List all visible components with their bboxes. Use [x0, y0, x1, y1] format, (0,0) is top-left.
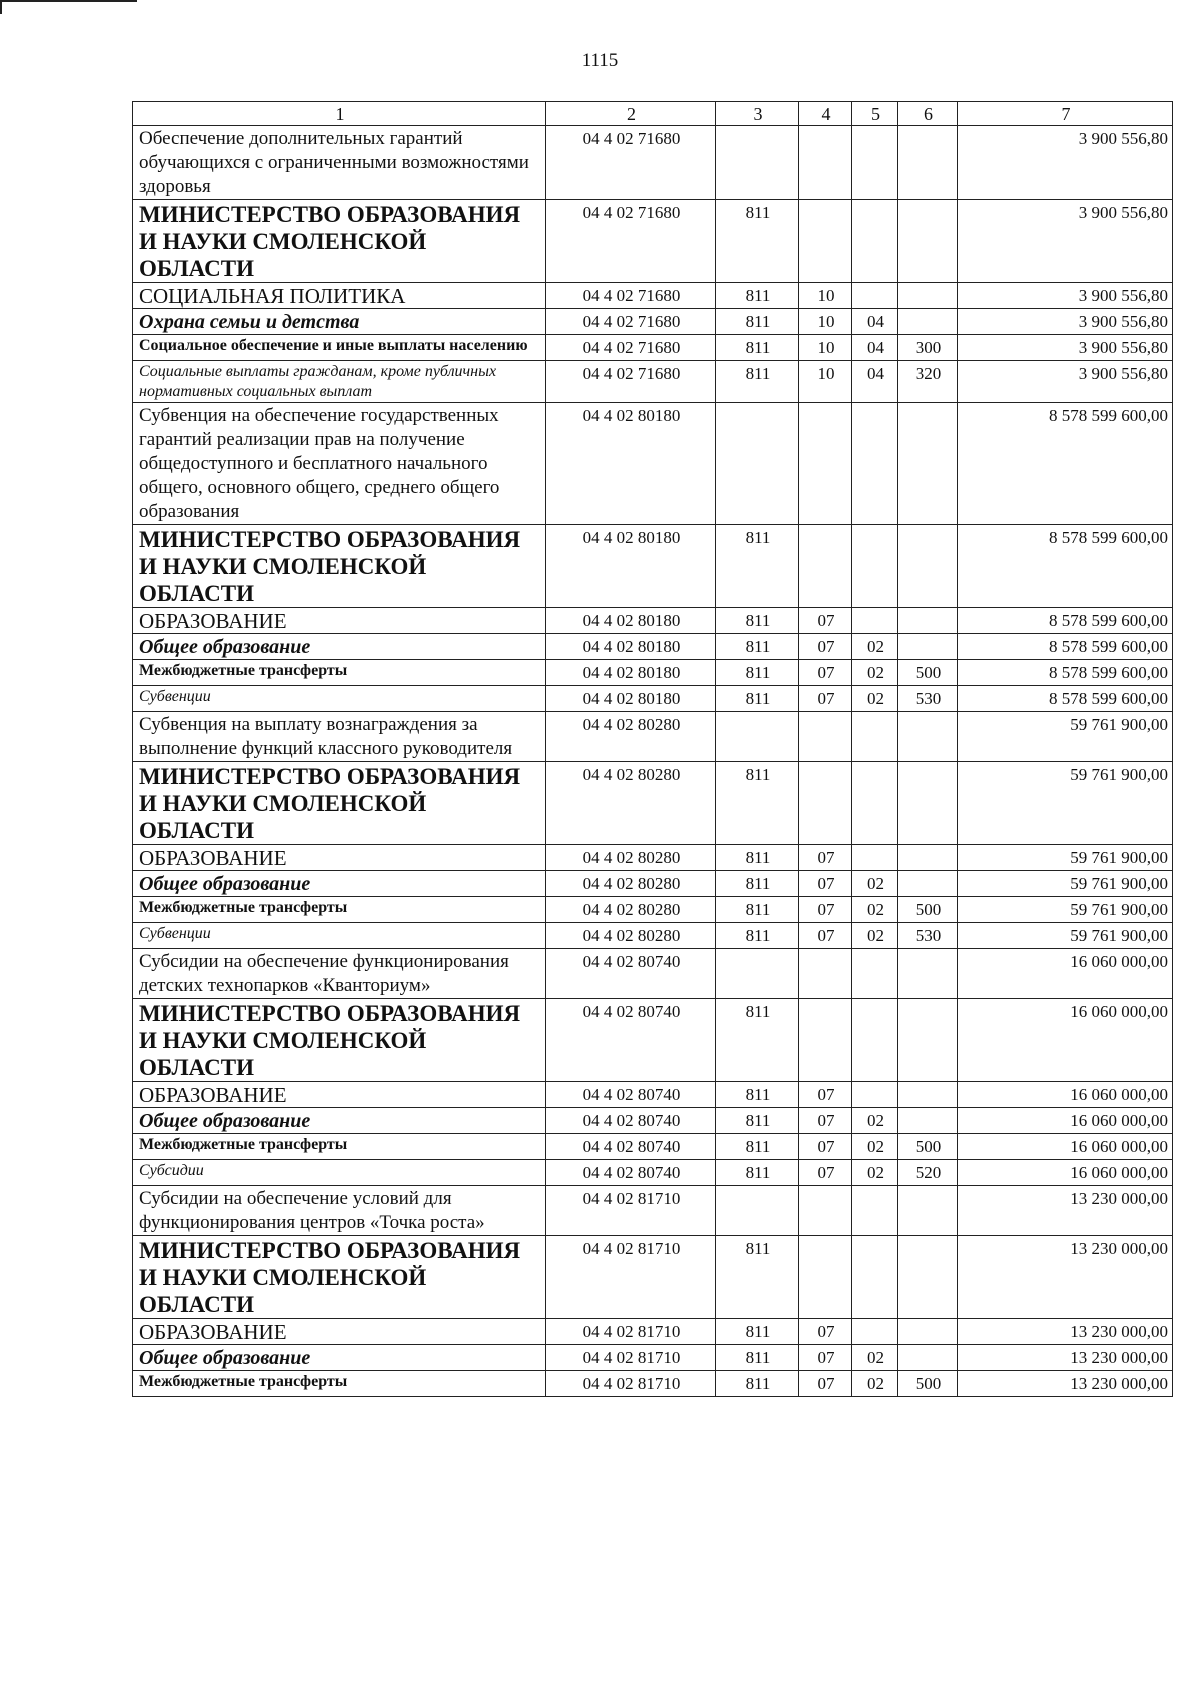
row-name: Общее образование [133, 1108, 546, 1134]
table-row [133, 525, 1173, 608]
row-target-code: 04 4 02 71680 [546, 361, 716, 403]
table-row [133, 634, 1173, 660]
row-ministry-code [716, 403, 799, 525]
row-section-code: 07 [799, 897, 852, 923]
row-amount: 13 230 000,00 [958, 1186, 1173, 1236]
row-name: Межбюджетные трансферты [133, 897, 546, 923]
row-section-code: 07 [799, 634, 852, 660]
row-section-code: 07 [799, 1082, 852, 1108]
row-expense-type [898, 712, 958, 762]
row-expense-type [898, 634, 958, 660]
row-target-code: 04 4 02 80740 [546, 1108, 716, 1134]
budget-table [132, 101, 1173, 1397]
row-subsection-code: 02 [852, 686, 898, 712]
row-target-code: 04 4 02 80280 [546, 762, 716, 845]
row-section-code: 10 [799, 335, 852, 361]
row-subsection-code [852, 200, 898, 283]
table-row [133, 999, 1173, 1082]
row-expense-type [898, 525, 958, 608]
row-subsection-code: 02 [852, 1345, 898, 1371]
row-ministry-code: 811 [716, 608, 799, 634]
row-ministry-code: 811 [716, 1371, 799, 1397]
row-name: Субвенции [133, 923, 546, 949]
row-name: Обеспечение дополнительных гарантий обучающихся с ограниченными возможностями здоровья [133, 126, 546, 200]
row-name: Межбюджетные трансферты [133, 1371, 546, 1397]
row-name: МИНИСТЕРСТВО ОБРАЗОВАНИЯ И НАУКИ СМОЛЕНСКОЙ ОБЛАСТИ [133, 200, 546, 283]
row-name: Охрана семьи и детства [133, 309, 546, 335]
table-row [133, 283, 1173, 309]
row-name: Межбюджетные трансферты [133, 660, 546, 686]
table-row [133, 1236, 1173, 1319]
row-ministry-code: 811 [716, 999, 799, 1082]
row-target-code: 04 4 02 80280 [546, 845, 716, 871]
row-amount: 59 761 900,00 [958, 923, 1173, 949]
page-number: 1115 [581, 50, 619, 71]
row-subsection-code: 02 [852, 1371, 898, 1397]
row-target-code: 04 4 02 81710 [546, 1319, 716, 1345]
row-name: Межбюджетные трансферты [133, 1134, 546, 1160]
row-expense-type [898, 1236, 958, 1319]
row-name: Общее образование [133, 871, 546, 897]
row-target-code: 04 4 02 80180 [546, 634, 716, 660]
row-target-code: 04 4 02 71680 [546, 200, 716, 283]
row-ministry-code: 811 [716, 1319, 799, 1345]
row-section-code: 07 [799, 1134, 852, 1160]
row-ministry-code [716, 1186, 799, 1236]
row-amount: 3 900 556,80 [958, 200, 1173, 283]
row-subsection-code: 02 [852, 1160, 898, 1186]
row-section-code [799, 762, 852, 845]
row-section-code: 07 [799, 923, 852, 949]
row-expense-type: 500 [898, 1371, 958, 1397]
table-row [133, 1082, 1173, 1108]
row-target-code: 04 4 02 80180 [546, 686, 716, 712]
table-row [133, 762, 1173, 845]
table-row [133, 1345, 1173, 1371]
row-expense-type: 500 [898, 660, 958, 686]
row-expense-type [898, 949, 958, 999]
row-ministry-code: 811 [716, 686, 799, 712]
row-section-code [799, 403, 852, 525]
row-amount: 59 761 900,00 [958, 762, 1173, 845]
row-target-code: 04 4 02 80740 [546, 1134, 716, 1160]
row-amount: 16 060 000,00 [958, 1108, 1173, 1134]
row-ministry-code: 811 [716, 200, 799, 283]
table-row [133, 200, 1173, 283]
row-ministry-code: 811 [716, 1134, 799, 1160]
row-expense-type: 500 [898, 897, 958, 923]
row-expense-type [898, 200, 958, 283]
row-name: ОБРАЗОВАНИЕ [133, 1082, 546, 1108]
table-row [133, 1319, 1173, 1345]
row-expense-type: 300 [898, 335, 958, 361]
row-ministry-code: 811 [716, 762, 799, 845]
row-expense-type [898, 845, 958, 871]
header-cell: 3 [716, 102, 799, 126]
row-amount: 3 900 556,80 [958, 309, 1173, 335]
row-expense-type [898, 1345, 958, 1371]
row-target-code: 04 4 02 81710 [546, 1371, 716, 1397]
row-name: Социальные выплаты гражданам, кроме публичных нормативных социальных выплат [133, 361, 546, 403]
table-row [133, 712, 1173, 762]
row-expense-type [898, 309, 958, 335]
row-section-code [799, 949, 852, 999]
row-target-code: 04 4 02 80740 [546, 1082, 716, 1108]
row-name: МИНИСТЕРСТВО ОБРАЗОВАНИЯ И НАУКИ СМОЛЕНСКОЙ ОБЛАСТИ [133, 762, 546, 845]
row-amount: 13 230 000,00 [958, 1371, 1173, 1397]
row-section-code [799, 712, 852, 762]
row-subsection-code: 02 [852, 897, 898, 923]
row-subsection-code: 02 [852, 1108, 898, 1134]
row-section-code: 07 [799, 871, 852, 897]
row-expense-type [898, 1186, 958, 1236]
row-name: Общее образование [133, 634, 546, 660]
row-subsection-code [852, 949, 898, 999]
row-name: ОБРАЗОВАНИЕ [133, 845, 546, 871]
row-amount: 3 900 556,80 [958, 126, 1173, 200]
row-ministry-code: 811 [716, 897, 799, 923]
row-subsection-code [852, 1236, 898, 1319]
row-ministry-code [716, 126, 799, 200]
row-subsection-code [852, 1186, 898, 1236]
row-ministry-code: 811 [716, 525, 799, 608]
row-name: Субвенция на обеспечение государственных гарантий реализации прав на получение общедоступного и бесплатного начального общего, основного общего, среднего общего образования [133, 403, 546, 525]
row-amount: 16 060 000,00 [958, 949, 1173, 999]
row-subsection-code: 04 [852, 309, 898, 335]
table-row [133, 871, 1173, 897]
table-row [133, 923, 1173, 949]
row-target-code: 04 4 02 80280 [546, 923, 716, 949]
row-target-code: 04 4 02 80180 [546, 525, 716, 608]
row-name: Субвенции [133, 686, 546, 712]
row-subsection-code [852, 126, 898, 200]
table-row [133, 335, 1173, 361]
row-amount: 16 060 000,00 [958, 1082, 1173, 1108]
row-ministry-code [716, 712, 799, 762]
row-section-code [799, 126, 852, 200]
row-target-code: 04 4 02 80280 [546, 897, 716, 923]
row-name: МИНИСТЕРСТВО ОБРАЗОВАНИЯ И НАУКИ СМОЛЕНСКОЙ ОБЛАСТИ [133, 525, 546, 608]
row-ministry-code: 811 [716, 335, 799, 361]
table-row [133, 660, 1173, 686]
row-section-code [799, 999, 852, 1082]
row-amount: 8 578 599 600,00 [958, 608, 1173, 634]
header-row [133, 102, 1173, 126]
row-expense-type [898, 403, 958, 525]
row-section-code [799, 1186, 852, 1236]
row-target-code: 04 4 02 80740 [546, 999, 716, 1082]
row-amount: 59 761 900,00 [958, 712, 1173, 762]
row-amount: 16 060 000,00 [958, 1160, 1173, 1186]
row-ministry-code: 811 [716, 309, 799, 335]
row-subsection-code [852, 1319, 898, 1345]
row-subsection-code [852, 1082, 898, 1108]
row-section-code: 07 [799, 1345, 852, 1371]
row-ministry-code: 811 [716, 361, 799, 403]
row-amount: 13 230 000,00 [958, 1236, 1173, 1319]
row-subsection-code: 04 [852, 335, 898, 361]
row-section-code: 10 [799, 361, 852, 403]
row-subsection-code [852, 845, 898, 871]
row-subsection-code [852, 525, 898, 608]
row-expense-type: 320 [898, 361, 958, 403]
row-subsection-code: 02 [852, 923, 898, 949]
row-name: ОБРАЗОВАНИЕ [133, 608, 546, 634]
row-amount: 8 578 599 600,00 [958, 686, 1173, 712]
row-ministry-code: 811 [716, 660, 799, 686]
row-amount: 16 060 000,00 [958, 1134, 1173, 1160]
row-expense-type [898, 1082, 958, 1108]
header-cell: 6 [898, 102, 958, 126]
row-target-code: 04 4 02 80180 [546, 660, 716, 686]
row-section-code [799, 525, 852, 608]
row-section-code [799, 1236, 852, 1319]
header-cell: 1 [133, 102, 546, 126]
row-ministry-code [716, 949, 799, 999]
row-name: МИНИСТЕРСТВО ОБРАЗОВАНИЯ И НАУКИ СМОЛЕНСКОЙ ОБЛАСТИ [133, 999, 546, 1082]
row-target-code: 04 4 02 80180 [546, 403, 716, 525]
row-section-code [799, 200, 852, 283]
row-name: Субсидии на обеспечение функционирования детских технопарков «Кванториум» [133, 949, 546, 999]
row-expense-type [898, 608, 958, 634]
row-target-code: 04 4 02 81710 [546, 1236, 716, 1319]
row-name: ОБРАЗОВАНИЕ [133, 1319, 546, 1345]
table-row [133, 361, 1173, 403]
header-cell: 5 [852, 102, 898, 126]
row-section-code: 07 [799, 660, 852, 686]
row-ministry-code: 811 [716, 634, 799, 660]
table-row [133, 1108, 1173, 1134]
row-amount: 8 578 599 600,00 [958, 634, 1173, 660]
row-expense-type: 530 [898, 686, 958, 712]
row-expense-type: 530 [898, 923, 958, 949]
row-name: Социальное обеспечение и иные выплаты населению [133, 335, 546, 361]
table-row [133, 608, 1173, 634]
row-amount: 8 578 599 600,00 [958, 403, 1173, 525]
row-ministry-code: 811 [716, 1160, 799, 1186]
row-ministry-code: 811 [716, 871, 799, 897]
row-section-code: 07 [799, 686, 852, 712]
row-section-code: 10 [799, 283, 852, 309]
row-target-code: 04 4 02 71680 [546, 309, 716, 335]
row-section-code: 07 [799, 1371, 852, 1397]
row-name: Субсидии [133, 1160, 546, 1186]
row-target-code: 04 4 02 80740 [546, 949, 716, 999]
row-ministry-code: 811 [716, 283, 799, 309]
row-ministry-code: 811 [716, 1082, 799, 1108]
row-expense-type [898, 1108, 958, 1134]
row-subsection-code [852, 999, 898, 1082]
row-expense-type [898, 762, 958, 845]
row-amount: 3 900 556,80 [958, 335, 1173, 361]
row-section-code: 07 [799, 845, 852, 871]
row-amount: 8 578 599 600,00 [958, 660, 1173, 686]
row-target-code: 04 4 02 81710 [546, 1345, 716, 1371]
table-row [133, 1160, 1173, 1186]
row-amount: 16 060 000,00 [958, 999, 1173, 1082]
row-amount: 13 230 000,00 [958, 1319, 1173, 1345]
row-expense-type [898, 283, 958, 309]
row-subsection-code [852, 403, 898, 525]
table-row [133, 949, 1173, 999]
table-row [133, 126, 1173, 200]
row-name: СОЦИАЛЬНАЯ ПОЛИТИКА [133, 283, 546, 309]
row-subsection-code [852, 762, 898, 845]
table-row [133, 897, 1173, 923]
table-row [133, 686, 1173, 712]
row-amount: 3 900 556,80 [958, 283, 1173, 309]
table-row [133, 1186, 1173, 1236]
row-subsection-code: 02 [852, 634, 898, 660]
header-cell: 4 [799, 102, 852, 126]
row-amount: 13 230 000,00 [958, 1345, 1173, 1371]
row-expense-type [898, 126, 958, 200]
row-expense-type [898, 871, 958, 897]
row-expense-type [898, 999, 958, 1082]
row-amount: 8 578 599 600,00 [958, 525, 1173, 608]
row-subsection-code: 02 [852, 1134, 898, 1160]
row-target-code: 04 4 02 80180 [546, 608, 716, 634]
table-row [133, 1371, 1173, 1397]
row-amount: 59 761 900,00 [958, 845, 1173, 871]
row-section-code: 10 [799, 309, 852, 335]
row-name: Субвенция на выплату вознаграждения за выполнение функций классного руководителя [133, 712, 546, 762]
row-subsection-code: 02 [852, 871, 898, 897]
row-section-code: 07 [799, 608, 852, 634]
row-name: Общее образование [133, 1345, 546, 1371]
row-subsection-code: 04 [852, 361, 898, 403]
row-section-code: 07 [799, 1160, 852, 1186]
table-row [133, 845, 1173, 871]
row-name: Субсидии на обеспечение условий для функционирования центров «Точка роста» [133, 1186, 546, 1236]
row-ministry-code: 811 [716, 845, 799, 871]
row-subsection-code [852, 608, 898, 634]
row-ministry-code: 811 [716, 1108, 799, 1134]
header-cell: 2 [546, 102, 716, 126]
row-section-code: 07 [799, 1319, 852, 1345]
row-target-code: 04 4 02 71680 [546, 126, 716, 200]
row-target-code: 04 4 02 71680 [546, 335, 716, 361]
page-corner-mark [0, 0, 137, 14]
table-row [133, 309, 1173, 335]
row-target-code: 04 4 02 80740 [546, 1160, 716, 1186]
row-subsection-code: 02 [852, 660, 898, 686]
row-ministry-code: 811 [716, 1345, 799, 1371]
row-name: МИНИСТЕРСТВО ОБРАЗОВАНИЯ И НАУКИ СМОЛЕНСКОЙ ОБЛАСТИ [133, 1236, 546, 1319]
row-subsection-code [852, 712, 898, 762]
table-row [133, 1134, 1173, 1160]
row-section-code: 07 [799, 1108, 852, 1134]
row-amount: 3 900 556,80 [958, 361, 1173, 403]
row-amount: 59 761 900,00 [958, 871, 1173, 897]
row-target-code: 04 4 02 80280 [546, 871, 716, 897]
row-expense-type: 520 [898, 1160, 958, 1186]
header-cell: 7 [958, 102, 1173, 126]
table-row [133, 403, 1173, 525]
row-target-code: 04 4 02 71680 [546, 283, 716, 309]
row-ministry-code: 811 [716, 1236, 799, 1319]
row-expense-type [898, 1319, 958, 1345]
row-expense-type: 500 [898, 1134, 958, 1160]
row-ministry-code: 811 [716, 923, 799, 949]
row-amount: 59 761 900,00 [958, 897, 1173, 923]
row-target-code: 04 4 02 81710 [546, 1186, 716, 1236]
row-target-code: 04 4 02 80280 [546, 712, 716, 762]
row-subsection-code [852, 283, 898, 309]
